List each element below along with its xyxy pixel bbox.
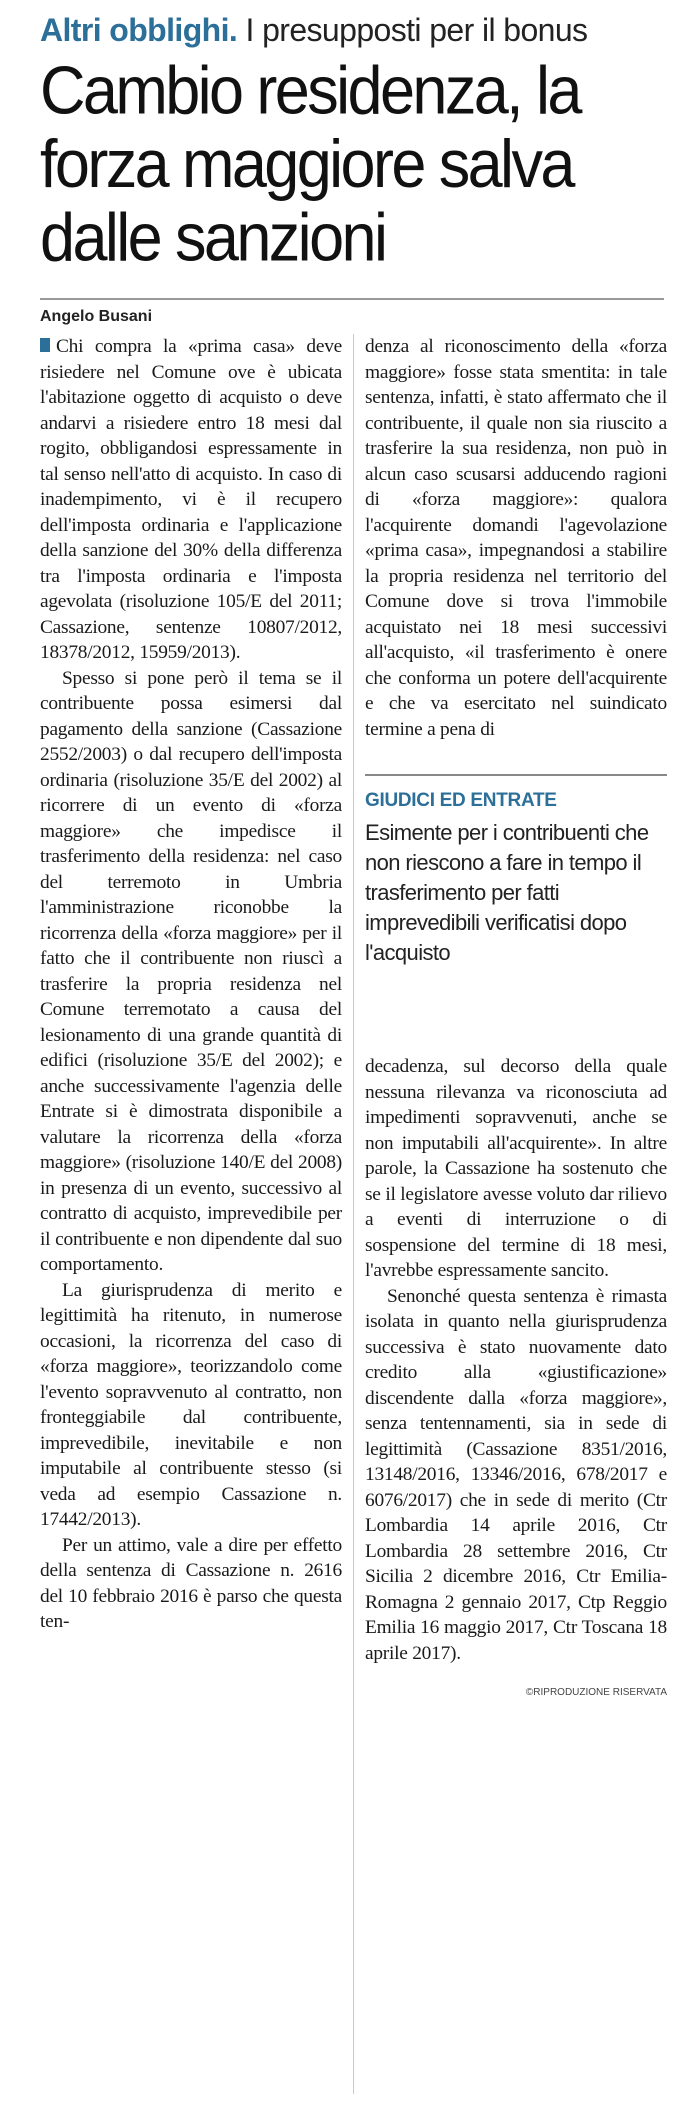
paragraph: Chi compra la «prima casa» deve risiedere nel Comune ove è ubicata l'abitazione oggetto di acquisto o deve andarvi a risiedere entro 18 mesi dal rogito, obbligandosi espressamente in tal senso nell'atto di acquisto. In caso di inadempimento, vi è il recupero dell'imposta ordinaria e l'applicazione della sanzione del 30% della differenza tra l'imposta ordinaria e l'imposta agevolata (risoluzione 105/E del 2011; Cassazione, sentenze 10807/2012, 18378/2012, 15959/2013). xyxy=(40,334,342,666)
paragraph: Spesso si pone però il tema se il contribuente possa esimersi dal pagamento della sanzione (Cassazione 2552/2003) o dal recupero dell'imposta ordinaria (risoluzione 35/E del 2002) al ricorrere di un evento di «forza maggiore» che impedisce il trasferimento della residenza: nel caso del terremoto in Umbria l'amministrazione riconobbe la ricorrenza della «forza maggiore» per il fatto che il contribuente non riuscì a trasferire la propria residenza nel Comune terremotato a causa del lesionamento di una grande quantità di edifici (risoluzione 35/E del 2002); e anche successivamente l'agenzia delle Entrate si è dimostrata disponibile a valutare la ricorrenza della «forza maggiore» (risoluzione 140/E del 2008) in presenza di un evento, successivo al contratto di acquisto, imprevedibile per il contribuente e non dipendente dal suo comportamento. xyxy=(40,667,342,1275)
byline-bar xyxy=(40,298,664,326)
paragraph: La giurisprudenza di merito e legittimità ha ritenuto, in numerose occasioni, la ricorrenza del caso di «forza maggiore», teorizzandolo come l'evento sopravvenuto al contratto, non fronteggiabile dal contribuente, imprevedibile, inevitabile e non imputabile al contribuente stesso (si veda ad esempio Cassazione n. 17442/2013). xyxy=(40,1279,342,1530)
copyright-notice: ©RIPRODUZIONE RISERVATA xyxy=(525,1687,667,1698)
paragraph: denza al riconoscimento della «forza maggiore» fosse stata smentita: in tale sentenza, infatti, è stato affermato che il contribuente, il quale non sia riuscito a trasferire la sua residenza, non può in alcun caso scusarsi adducendo ragioni di «forza maggiore»: qualora l'acquirente domandi l'agevolazione «prima casa», impegnandosi a stabilire la propria residenza nel territorio del Comune dove si trova l'immobile acquistato nei 18 mesi successivi all'acquisto, «il trasferimento è onere che conforma un potere dell'acquirente e che va esercitato nel suindicato termine a pena di xyxy=(365,336,667,740)
column-divider xyxy=(353,334,354,2094)
headline: Cambio residenza, la forza maggiore salva dalle sanzioni xyxy=(40,52,580,276)
callout-text: Esimente per i contribuenti che non riescono a fare in tempo il trasferimento per fatti imprevedibili verificatisi dopo l'acquisto xyxy=(365,820,649,965)
paragraph: Senonché questa sentenza è rimasta isolata in quanto nella giurisprudenza successiva è stato nuovamente dato credito alla «giustificazione» discendente dalla «forza maggiore», senza tentennamenti, sia in sede di legittimità (Cassazione 8351/2016, 13148/2016, 13346/2016, 678/2017 e 6076/2017) che in sede di merito (Ctr Lombardia 14 aprile 2016, Ctr Lombardia 28 settembre 2016, Ctr Sicilia 2 dicembre 2016, Ctr Emilia-Romagna 2 gennaio 2017, Ctp Reggio Emilia 16 maggio 2017, Ctr Toscana 18 aprile 2017). xyxy=(365,1285,667,1664)
kicker-topic: I presupposti per il bonus xyxy=(245,12,588,48)
kicker xyxy=(40,0,664,50)
callout-rule xyxy=(365,774,667,776)
callout-tag: GIUDICI ED ENTRATE xyxy=(365,790,557,811)
column-1 xyxy=(40,334,342,1635)
column-2-top xyxy=(365,334,667,742)
byline: Angelo Busani xyxy=(40,308,153,325)
column-2-bottom xyxy=(365,1054,667,1706)
kicker-section: Altri obblighi. xyxy=(40,12,238,48)
paragraph: Per un attimo, vale a dire per effetto della sentenza di Cassazione n. 2616 del 10 febbraio 2016 è parso che questa ten- xyxy=(40,1534,342,1632)
paragraph: decadenza, sul decorso della quale nessuna rilevanza va riconosciuta ad impedimenti sopravvenuti, anche se non imputabili all'acquirente». In altre parole, la Cassazione ha sostenuto che se il legislatore avesse voluto dar rilievo a eventi di interruzione o di sospensione del termine di 18 mesi, l'avrebbe espressamente sancito. xyxy=(365,1056,667,1281)
callout-box xyxy=(365,774,667,968)
